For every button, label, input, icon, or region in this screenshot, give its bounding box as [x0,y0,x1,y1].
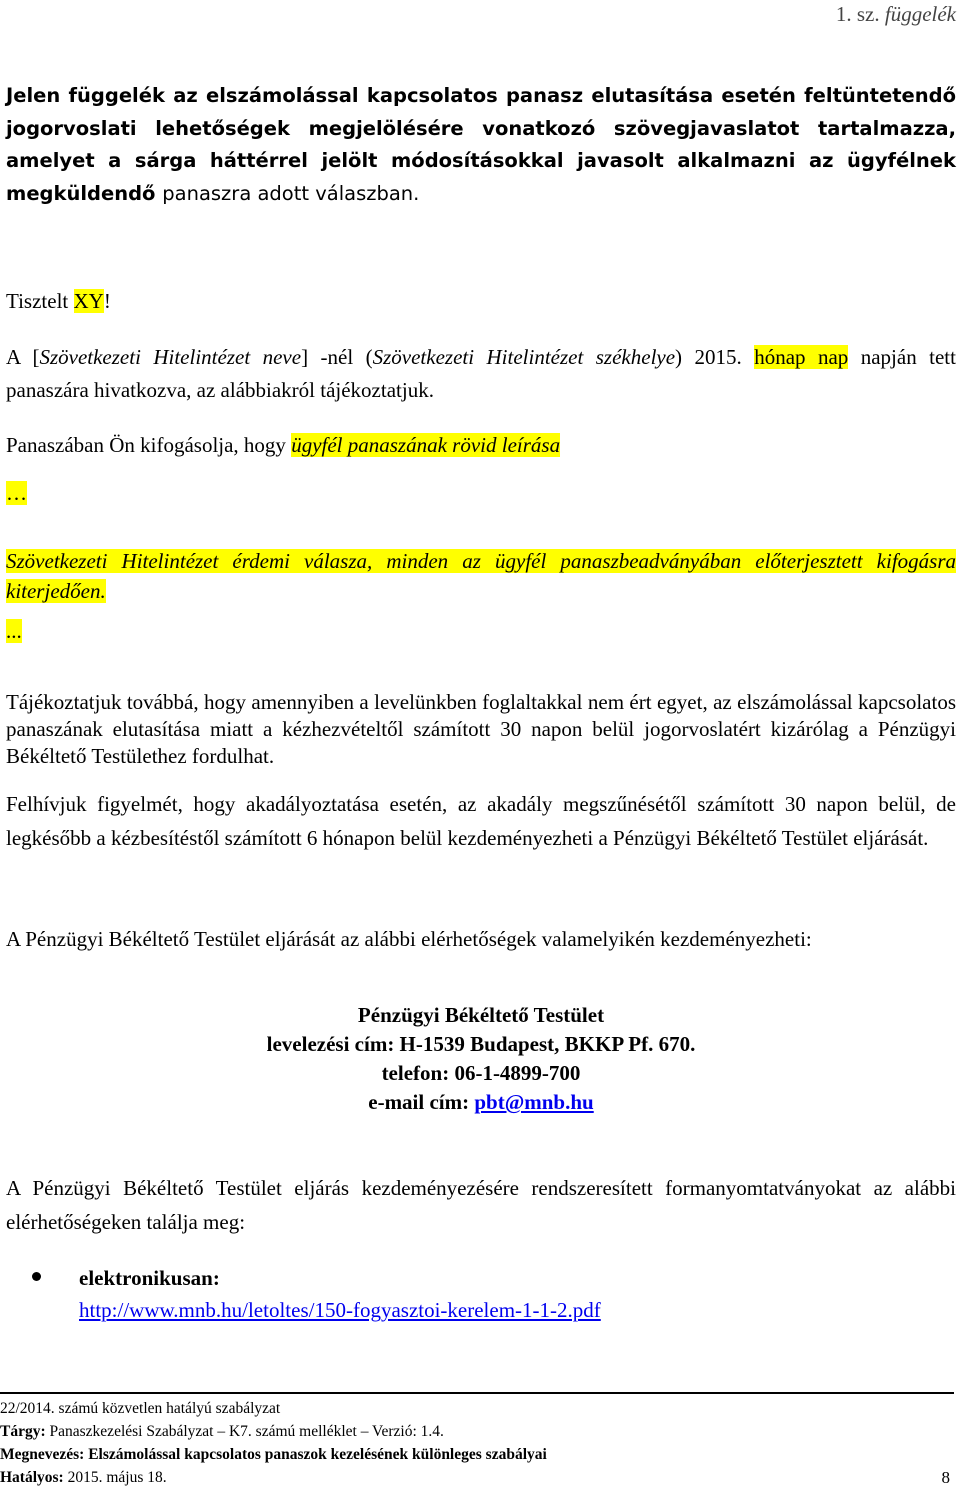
ellipsis-2 [6,616,956,646]
institution-name: Szövetkezeti Hitelintézet neve [39,345,302,369]
appendix-word: függelék [884,2,956,26]
page-number: 8 [941,1468,950,1487]
ellipsis-1-text: … [6,481,27,505]
forms-download-link[interactable]: http://www.mnb.hu/letoltes/150-fogyasztoi-kerelem-1-1-2.pdf [79,1298,601,1322]
footer-subject-label: Tárgy: [0,1423,46,1440]
contact-email-row [6,1088,956,1117]
procedure-paragraph: A Pénzügyi Békéltető Testület eljárását az alábbi elérhetőségek valamelyikén kezdeményezheti: [6,927,812,951]
notice-paragraph: Felhívjuk figyelmét, hogy akadályoztatása esetén, az akadály megszűnésétől számított 30 napon belül, de legkésőbb a kézbesítéstől számított 6 hónapon belül kezdeményezheti a Pénzügyi Békéltető Testület eljárását. [6,792,956,850]
page-footer [0,1397,954,1489]
complaint-paragraph [6,430,956,460]
ref-text-b: ] -nél ( [301,345,373,369]
bullet-label: elektronikusan: [79,1266,220,1290]
institution-seat: Szövetkezeti Hitelintézet székhelye [372,345,676,369]
contact-block [6,1001,956,1117]
appendix-header [836,2,956,27]
footer-regulation: 22/2014. számú közvetlen hatályú szabályzat [0,1400,281,1417]
answer-text: Szövetkezeti Hitelintézet érdemi válasza, minden az ügyfél panaszbeadványában előterjesztett kifogásra kiterjedően. [6,549,956,603]
ref-text-a: A [ [6,345,40,369]
footer-subject-value: Panaszkezelési Szabályzat – K7. számú melléklet – Verzió: 1.4. [45,1423,444,1440]
ref-text-d: napján tett panaszára hivatkozva, az alábbiakról tájékoztatjuk. [6,345,956,402]
appendix-number: 1. sz. [835,2,880,26]
contact-name: Pénzügyi Békéltető Testület [357,1003,605,1027]
complaint-text: Panaszában Ön kifogásolja, hogy [6,433,292,457]
intro-paragraph [6,80,956,210]
contact-address: levelezési cím: H-1539 Budapest, BKKP Pf. 670. [266,1032,696,1056]
complaint-summary-placeholder: ügyfél panaszának rövid leírása [291,433,561,457]
salutation-name: XY [73,289,104,313]
footer-effective-label: Hatályos: [0,1469,64,1486]
footer-divider [0,1392,954,1394]
contact-email-link[interactable]: pbt@mnb.hu [474,1090,594,1114]
salutation [6,286,956,316]
intro-plain-text: panaszra adott válaszban. [162,181,420,205]
footer-title-value: Elszámolással kapcsolatos panaszok kezelésének különleges szabályai [84,1446,547,1463]
contact-phone: telefon: 06-1-4899-700 [381,1061,581,1085]
footer-effective-value: 2015. május 18. [63,1469,167,1486]
intro-bold-text: Jelen függelék az elszámolással kapcsolatos panasz elutasítása esetén feltüntetendő jogorvoslati lehetőségek megjelölésére vonatkozó szövegjavaslatot tartalmazza, amelyet a sárga háttérrel jelölt módosításokkal javasolt alkalmazni az ügyfélnek megküldendő [6,84,956,205]
contact-email-label: e-mail cím: [368,1090,475,1114]
bullet-content [79,1262,949,1326]
salutation-end: ! [103,289,111,313]
information-paragraph: Tájékoztatjuk továbbá, hogy amennyiben a levelünkben foglaltakkal nem ért egyet, az elszámolással kapcsolatos panaszának elutasítása miatt a kézhezvételtől számított 30 napon belül jogorvoslatért kizárólag a Pénzügyi Békéltető Testülethez fordulhat. [6,690,956,768]
salutation-text: Tisztelt [6,289,74,313]
ellipsis-1 [6,478,956,508]
answer-placeholder [6,546,956,606]
footer-effective [0,1466,954,1489]
reference-paragraph [6,341,956,407]
footer-title-label: Megnevezés: [0,1446,85,1463]
bullet-icon [32,1272,41,1281]
forms-paragraph: A Pénzügyi Békéltető Testület eljárás kezdeményezésére rendszeresített formanyomtatványokat az alábbi elérhetőségeken találja meg: [6,1176,956,1234]
date-placeholder: hónap nap [754,345,849,369]
footer-subject [0,1420,954,1443]
ref-text-c: ) 2015. [675,345,755,369]
ellipsis-2-text: ... [6,619,22,643]
footer-title [0,1443,954,1466]
